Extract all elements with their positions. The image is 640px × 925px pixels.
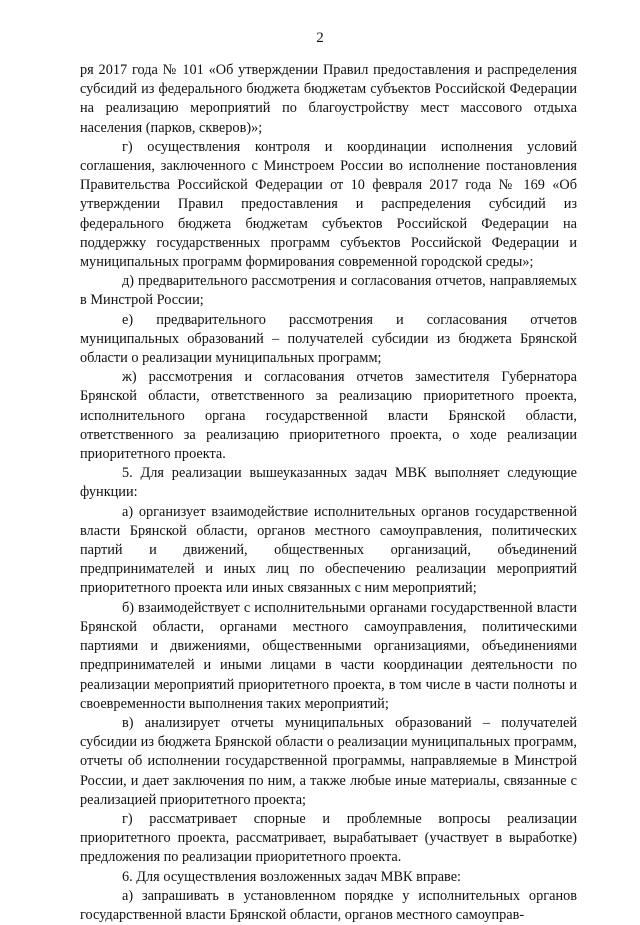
paragraph: б) взаимодействует с исполнительными органами государственной власти Брянской области, органами местного самоуправления, политическими партиями и движениями, общественными организациями, объединениями предпринимателей и иными лицами в части координации деятельности по реализации мероприятий приоритетного проекта, в том числе в части полноты и своевременности выполнения таких мероприятий;: [80, 599, 577, 712]
paragraph: е) предварительного рассмотрения и согласования отчетов муниципальных образований – получателей субсидии из бюджета Брянской области о реализации муниципальных программ;: [80, 311, 577, 367]
paragraph: а) организует взаимодействие исполнительных органов государственной власти Брянской области, органов местного самоуправления, политических партий и движений, общественных организаций, объединений предпринимателей и иных лиц по обеспечению реализации мероприятий приоритетного проекта или иных связанных с ним мероприятий;: [80, 503, 577, 597]
paragraph: 6. Для осуществления возложенных задач МВК вправе:: [122, 868, 462, 885]
paragraph: ж) рассмотрения и согласования отчетов заместителя Губернатора Брянской области, ответственного за реализацию приоритетного проекта, исполнительного органа государственной власти Брянской области, ответственного за реализацию приоритетного проекта, о ходе реализации приоритетного проекта.: [80, 369, 577, 463]
paragraph: ря 2017 года № 101 «Об утверждении Правил предоставления и распределения субсидий из федерального бюджета бюджетам субъектов Российской Федерации на реализацию мероприятий по благоустройству мест массового отдыха населения (парков, скверов)»;: [80, 62, 577, 136]
paragraph: г) осуществления контроля и координации исполнения условий соглашения, заключенного с Минстроем России во исполнение постановления Правительства Российской Федерации от 10 февраля 2017 года № 169 «Об утверждении Правил предоставления и распределения субсидий из федерального бюджета бюджетам субъектов Российской Федерации на поддержку государственных программ субъектов Российской Федерации и муниципальных программ формирования современной городской среды»;: [80, 138, 577, 271]
paragraph: г) рассматривает спорные и проблемные вопросы реализации приоритетного проекта, рассматривает, вырабатывает (участвует в выработке) предложения по реализации приоритетного проекта.: [80, 810, 577, 866]
document-body: [80, 61, 577, 925]
paragraph: 5. Для реализации вышеуказанных задач МВК выполняет следующие функции:: [80, 465, 577, 501]
paragraph: д) предварительного рассмотрения и согласования отчетов, направляемых в Минстрой России;: [80, 273, 577, 309]
paragraph: а) запрашивать в установленном порядке у исполнительных органов государственной власти Брянской области, органов местного самоуправ-: [80, 887, 577, 923]
page-number: 2: [316, 30, 324, 46]
paragraph: в) анализирует отчеты муниципальных образований – получателей субсидии из бюджета Брянской области о реализации муниципальных программ, отчеты об исполнении государственной программы, направляемые в Минстрой России, и дает заключения по ним, а также любые иные материалы, связанные с реализацией приоритетного проекта;: [80, 714, 577, 808]
